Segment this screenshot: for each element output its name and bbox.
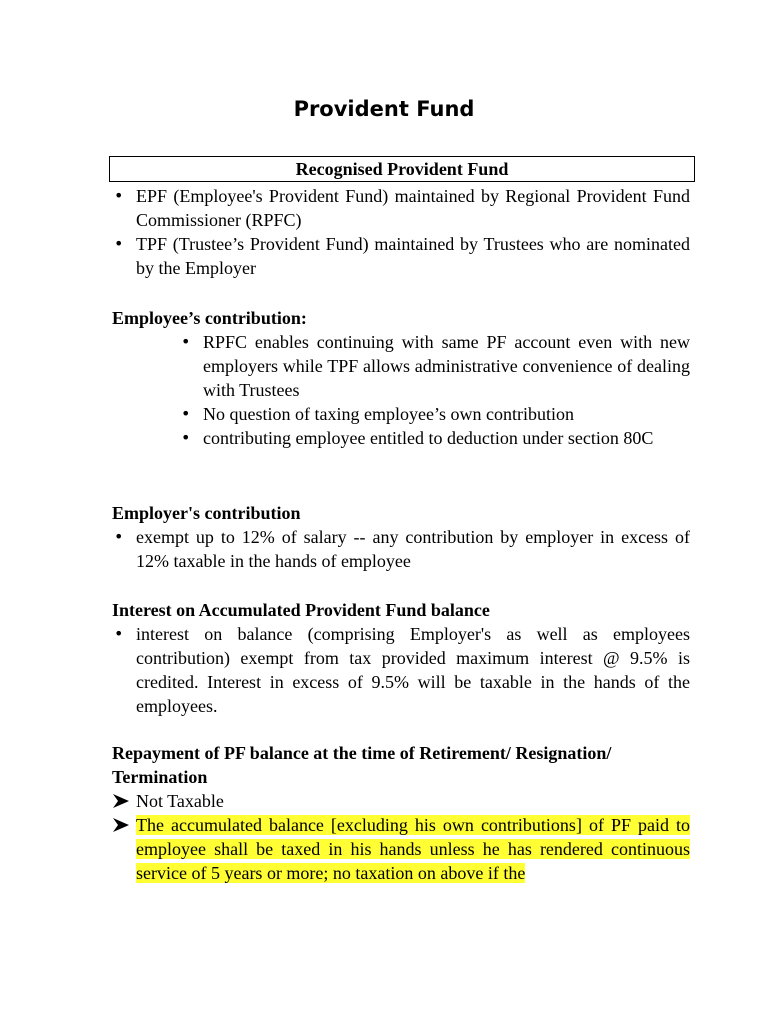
list-item	[112, 813, 690, 885]
arrowhead-bullet-icon	[112, 793, 130, 809]
section-heading: Employer's contribution	[112, 503, 301, 523]
recognised-list-block	[112, 184, 690, 280]
list-item: • RPFC enables continuing with same PF account even with new employers while TPF allows administrative convenience of dealing with Trustees	[112, 330, 690, 402]
interest-section	[112, 598, 690, 718]
employee-section	[112, 306, 690, 450]
list-item: • No question of taxing employee’s own contribution	[112, 402, 690, 426]
list-item: • exempt up to 12% of salary -- any contribution by employer in excess of 12% taxable in the hands of employee	[112, 525, 690, 573]
section-box-title: Recognised Provident Fund	[109, 156, 695, 182]
section-heading: Repayment of PF balance at the time of Retirement/ Resignation/ Termination	[112, 743, 612, 787]
list-item: • EPF (Employee's Provident Fund) maintained by Regional Provident Fund Commissioner (RPFC)	[112, 184, 690, 232]
list-item: • TPF (Trustee’s Provident Fund) maintained by Trustees who are nominated by the Employer	[112, 232, 690, 280]
employer-section	[112, 501, 690, 573]
list-item: • interest on balance (comprising Employer's as well as employees contribution) exempt from tax provided maximum interest @ 9.5% is credited. Interest in excess of 9.5% will be taxable in the hands of the employees.	[112, 622, 690, 718]
page-title: Provident Fund	[293, 97, 475, 121]
section-heading: Employee’s contribution:	[112, 308, 307, 328]
list-item: • contributing employee entitled to deduction under section 80C	[112, 426, 690, 450]
arrowhead-bullet-icon	[112, 817, 130, 833]
list-item	[112, 789, 690, 813]
list-item-text: Not Taxable	[136, 791, 224, 811]
highlighted-text: The accumulated balance [excluding his own contributions] of PF paid to employee shall be taxed in his hands unless he has rendered continuous service of 5 years or more; no taxation on above if the	[136, 815, 690, 883]
repayment-section	[112, 741, 690, 885]
section-heading: Interest on Accumulated Provident Fund balance	[112, 600, 490, 620]
